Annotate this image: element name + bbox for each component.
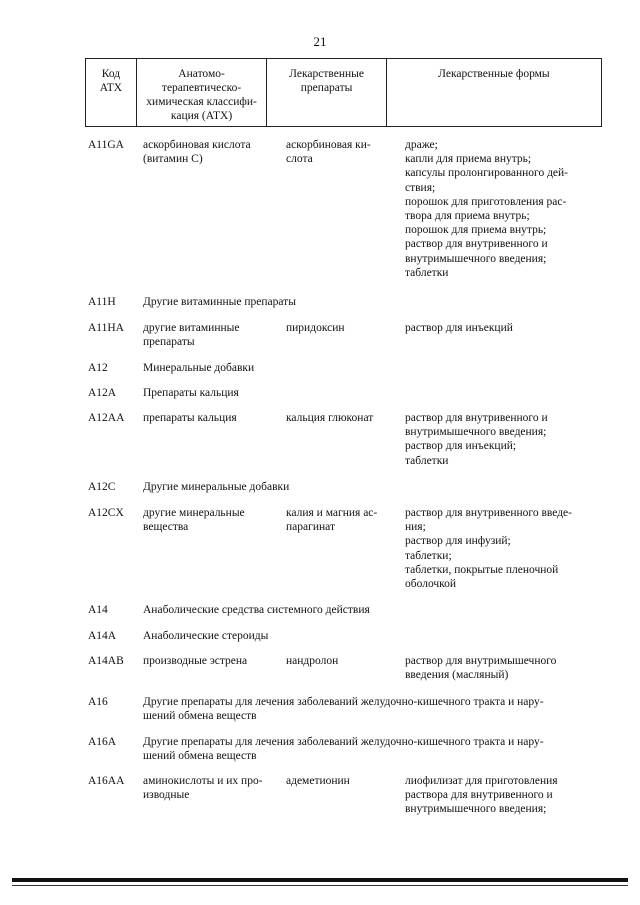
- row-code: A14A: [88, 630, 117, 642]
- row-group-title: Другие препараты для лечения заболеваний желудочно-кишечного тракта и нару- шений обмена веществ: [143, 736, 544, 763]
- table-row: [0, 735, 640, 774]
- row-drug: кальция глюконат: [286, 412, 374, 424]
- header-code: Код ATX: [86, 59, 137, 126]
- row-code: A11HA: [88, 322, 124, 334]
- table-row: [0, 603, 640, 629]
- row-drug: калия и магния ас- парагинат: [286, 507, 378, 534]
- table-row: [0, 629, 640, 654]
- table-row: [0, 411, 640, 480]
- table-row: [0, 361, 640, 386]
- row-code: A12CX: [88, 507, 124, 519]
- row-group-title: Другие минеральные добавки: [143, 481, 290, 493]
- bottom-border-thin: [12, 885, 628, 886]
- row-group-title: Минеральные добавки: [143, 362, 255, 374]
- row-group-title: Анаболические средства системного действия: [143, 604, 370, 616]
- row-code: A14AB: [88, 655, 124, 667]
- row-classification: другие витаминные препараты: [143, 322, 240, 349]
- row-code: A16AA: [88, 775, 125, 787]
- row-drug: нандролон: [286, 655, 339, 667]
- row-code: A16A: [88, 736, 117, 748]
- header-drugs: Лекарственные препараты: [267, 59, 387, 126]
- row-group-title: Препараты кальция: [143, 387, 239, 399]
- table-header: [85, 58, 602, 127]
- row-forms: раствор для инъекций: [405, 322, 513, 334]
- row-group-title: Другие витаминные препараты: [143, 296, 296, 308]
- row-code: A16: [88, 696, 108, 708]
- row-forms: драже; капли для приема внутрь; капсулы пролонгированного дей- ствия; порошок для приготовления рас- твора для приема внутрь; порошок для приема внутрь; раствор для внутривенного и внутримышечного введения; таблетки: [405, 139, 569, 279]
- row-code: A11H: [88, 296, 116, 308]
- table-row: [0, 295, 640, 321]
- table-row: [0, 695, 640, 735]
- row-classification: препараты кальция: [143, 412, 237, 424]
- row-drug: аскорбиновая ки- слота: [286, 139, 371, 166]
- row-group-title: Другие препараты для лечения заболеваний желудочно-кишечного тракта и нару- шений обмена веществ: [143, 696, 544, 723]
- table-row: [0, 506, 640, 603]
- row-code: A12C: [88, 481, 116, 493]
- row-forms: раствор для внутривенного и внутримышечного введения; раствор для инъекций; таблетки: [405, 412, 548, 467]
- row-forms: раствор для внутримышечного введения (масляный): [405, 655, 557, 682]
- table-row: [0, 774, 640, 819]
- row-classification: другие минеральные вещества: [143, 507, 245, 534]
- header-forms: Лекарственные формы: [438, 68, 550, 80]
- row-code: A14: [88, 604, 108, 616]
- row-group-title: Анаболические стероиды: [143, 630, 269, 642]
- table-row: [0, 321, 640, 361]
- row-drug: адеметионин: [286, 775, 350, 787]
- row-code: A12A: [88, 387, 117, 399]
- row-forms: раствор для внутривенного введе- ния; раствор для инфузий; таблетки; таблетки, покрытые пленочной оболочкой: [405, 507, 572, 591]
- row-code: A12AA: [88, 412, 125, 424]
- table-row: [0, 654, 640, 695]
- table-row: [0, 480, 640, 506]
- row-classification: аминокислоты и их про- изводные: [143, 775, 263, 802]
- row-drug: пиридоксин: [286, 322, 345, 334]
- row-forms: лиофилизат для приготовления раствора для внутривенного и внутримышечного введения;: [405, 775, 558, 816]
- header-classification: Анатомо- терапевтическо- химическая классифи- кация (АТХ): [137, 59, 268, 126]
- table-row: [0, 386, 640, 411]
- table-body: [0, 138, 640, 819]
- row-classification: аскорбиновая кислота (витамин С): [143, 139, 251, 166]
- row-code: A12: [88, 362, 108, 374]
- bottom-border: [12, 878, 628, 882]
- row-classification: производные эстрена: [143, 655, 248, 667]
- table-row: [0, 138, 640, 295]
- page-number: 21: [313, 34, 327, 49]
- row-code: A11GA: [88, 139, 124, 151]
